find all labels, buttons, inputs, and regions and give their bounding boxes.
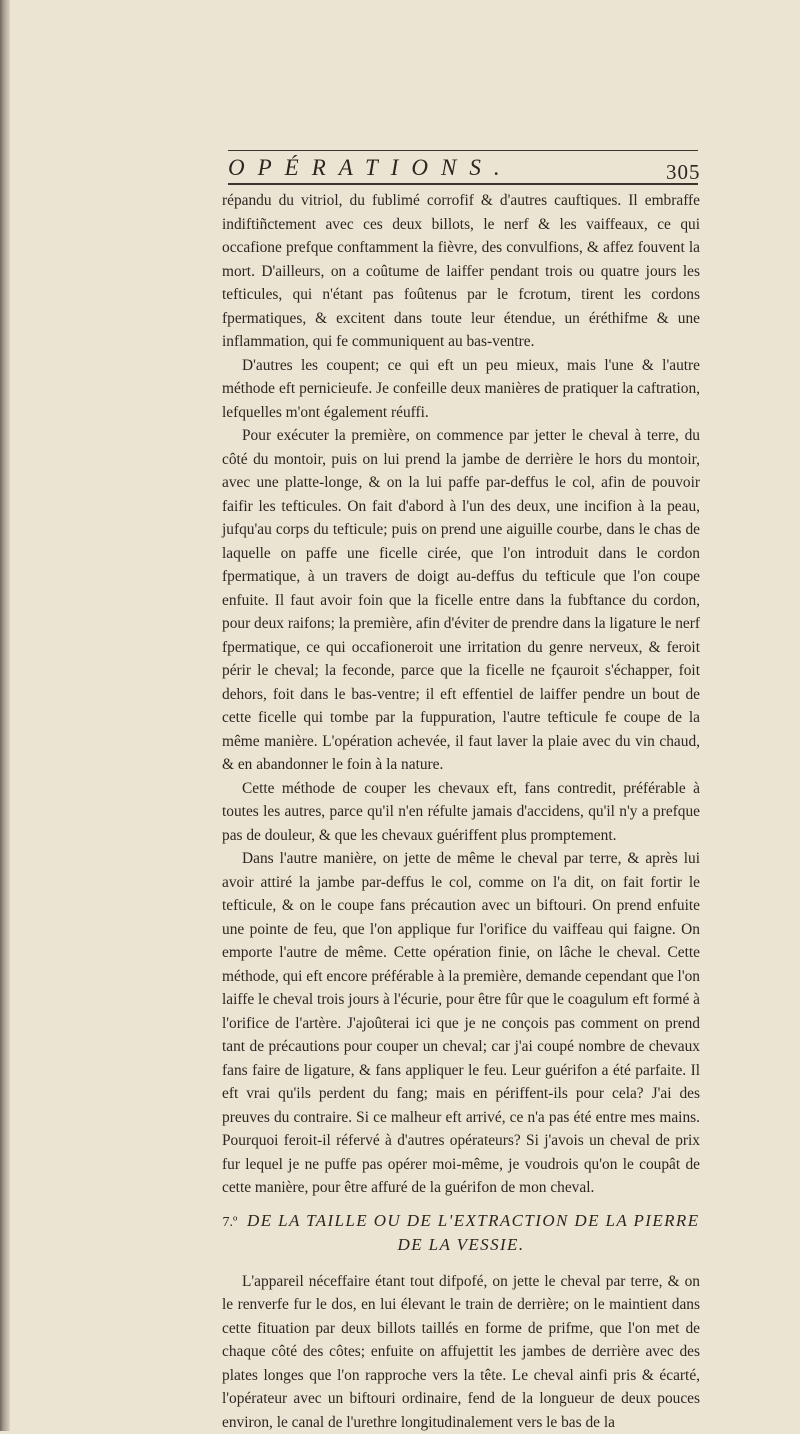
header-rule-bottom: [228, 183, 698, 185]
paragraph: répandu du vitriol, du fublimé corrofif & d'autres cauftiques. Il embraffe indiftiñctement avec ces deux billots, le nerf & les vaiffeaux, ce qui occafione prefque conftamment la fièvre, des convulfions, & affez fouvent la mort. D'ailleurs, on a coûtume de laiffer pendant trois ou quatre jours les tefticules, qui n'étant pas foûtenus par le fcrotum, tirent les cordons fpermatiques, & excitent dans toute leur étendue, un éréthifme & une inflammation, qui fe communiquent au bas-ventre.: [222, 189, 700, 354]
paragraph: D'autres les coupent; ce qui eft un peu mieux, mais l'une & l'autre méthode eft pernicieufe. Je confeille deux manières de pratiquer la caftration, lefquelles m'ont également réuffi.: [222, 354, 700, 425]
section-title: DE LA TAILLE OU DE L'EXTRACTION DE LA PIERRE DE LA VESSIE.: [247, 1211, 699, 1254]
paragraph: Pour exécuter la première, on commence par jetter le cheval à terre, du côté du montoir, puis on lui prend la jambe de derrière le hors du montoir, avec une platte-longe, & on la lui paffe par-deffus le col, afin de pouvoir faifir les tefticules. On fait d'abord à l'un des deux, une incifion à la peau, jufqu'au corps du tefticule; puis on prend une aiguille courbe, dans le chas de laquelle on paffe une ficelle cirée, que l'on introduit dans le cordon fpermatique, à un travers de doigt au-deffus du tefticule que l'on coupe enfuite. Il faut avoir foin que la ficelle entre dans la fubftance du cordon, pour deux raifons; la première, afin d'éviter de prendre dans la ligature le nerf fpermatique, ce qui occafioneroit une irritation du genre nerveux, & feroit périr le cheval; la feconde, parce que la ficelle ne fçauroit s'échapper, foit dehors, foit dans le bas-ventre; il eft effentiel de laiffer pendre un bout de cette ficelle qui tombe par la fuppuration, l'autre tefticule fe coupe de la même manière. L'opération achevée, il faut laver la plaie avec du vin chaud, & en abandonner le foin à la nature.: [222, 424, 700, 777]
section-heading: [222, 1210, 700, 1256]
header-rule-top: [228, 150, 698, 151]
paragraph: Dans l'autre manière, on jette de même le cheval par terre, & après lui avoir attiré la jambe par-deffus le col, comme on l'a dit, on fait fortir le tefticule, & on le coupe fans précaution avec un biftouri. On prend enfuite une pointe de feu, que l'on applique fur l'orifice du vaiffeau qui faigne. On emporte l'autre de même. Cette opération finie, on lâche le cheval. Cette méthode, qui eft encore préférable à la première, demande cependant que l'on laiffe le cheval trois jours à l'écurie, pour être fûr que le coagulum eft formé à l'orifice de l'artère. J'ajoûterai ici que je ne conçois pas comment on prend tant de précautions pour couper un cheval; car j'ai coupé nombre de chevaux fans faire de ligature, & fans appliquer le feu. Leur guérifon a été parfaite. Il eft vrai qu'ils perdent du fang; mais en périffent-ils pour cela? J'ai des preuves du contraire. Si ce malheur eft arrivé, ce n'a pas été entre mes mains. Pourquoi feroit-il réfervé à d'autres opérateurs? Si j'avois un cheval de prix fur lequel je ne puffe pas opérer moi-même, je voudrois qu'on le coupât de cette manière, pour être affuré de la guérifon de mon cheval.: [222, 847, 700, 1200]
running-head: OPÉRATIONS.: [228, 155, 568, 181]
paragraph: L'appareil néceffaire étant tout difpofé, on jette le cheval par terre, & on le renverfe fur le dos, en lui élevant le train de derrière; on le maintient dans cette fituation par deux billots taillés en forme de prifme, que l'on met de chaque côté des côtes; enfuite on affujettit les jambes de derrière avec des plates longes que l'on rapproche vers la tête. Le cheval ainfi pris & écarté, l'opérateur avec un biftouri ordinaire, fend de la longueur de deux pouces environ, le canal de l'urethre longitudinalement vers le bas de la: [222, 1270, 700, 1434]
page-number: 305: [666, 160, 701, 185]
section-number: 7.º: [223, 1215, 238, 1230]
body-text: [222, 189, 700, 1434]
paragraph: Cette méthode de couper les chevaux eft, fans contredit, préférable à toutes les autres, parce qu'il n'en réfulte jamais d'accidens, qu'il n'y a prefque pas de douleur, & que les chevaux guériffent plus promptement.: [222, 777, 700, 848]
